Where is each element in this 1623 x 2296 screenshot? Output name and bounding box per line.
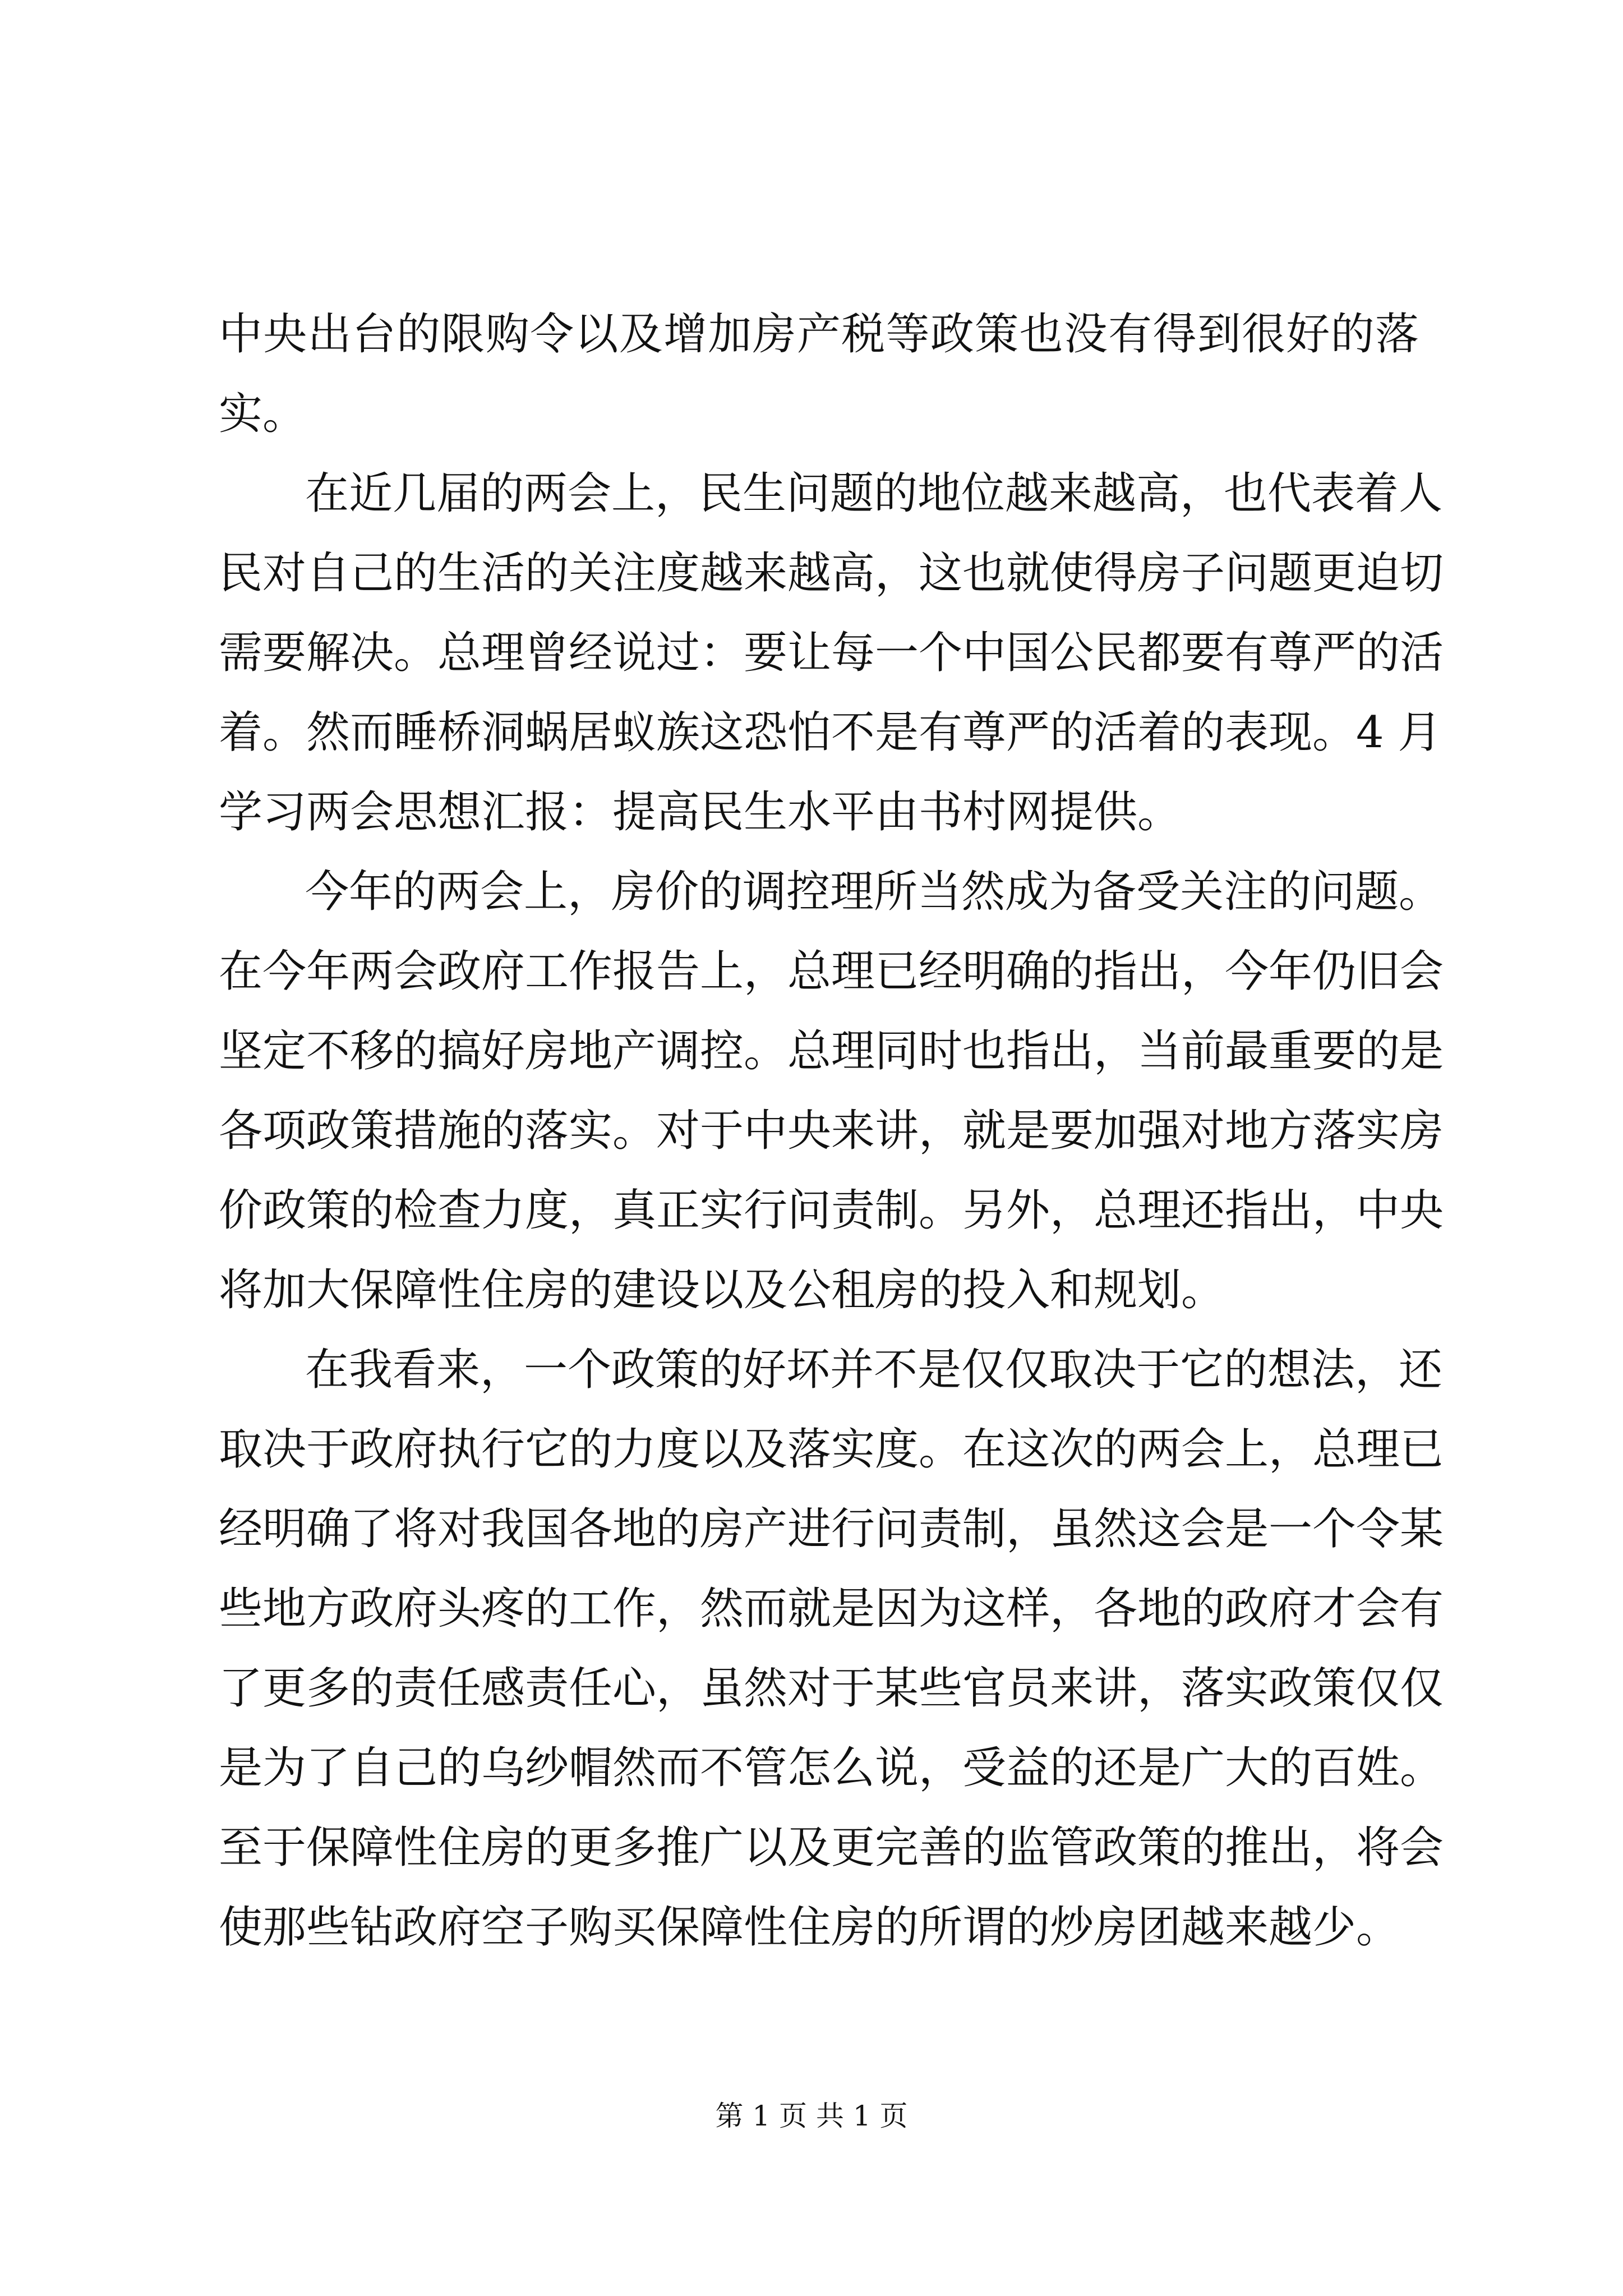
text-line: 在今年两会政府工作报告上，总理已经明确的指出，今年仍旧会 (219, 946, 1444, 997)
text-line: 经明确了将对我国各地的房产进行问责制，虽然这会是一个令某 (219, 1504, 1444, 1554)
paragraph-first-line: 今年的两会上，房价的调控理所当然成为备受关注的问题。 (305, 867, 1443, 917)
page-number-footer: 第 1 页 共 1 页 (715, 2100, 908, 2132)
text-line: 着。然而睡桥洞蜗居蚁族这恐怕不是有尊严的活着的表现。4 月 (219, 707, 1442, 758)
text-line: 了更多的责任感责任心，虽然对于某些官员来讲，落实政策仅仅 (219, 1663, 1444, 1714)
text-line: 需要解决。总理曾经说过：要让每一个中国公民都要有尊严的活 (219, 628, 1444, 678)
text-line: 至于保障性住房的更多推广以及更完善的监管政策的推出，将会 (219, 1823, 1444, 1873)
text-line: 价政策的检查力度，真正实行问责制。另外，总理还指出，中央 (219, 1185, 1444, 1236)
text-line: 取决于政府执行它的力度以及落实度。在这次的两会上，总理已 (219, 1424, 1444, 1475)
text-line: 中央出台的限购令以及增加房产税等政策也没有得到很好的落 (219, 309, 1419, 360)
text-line: 坚定不移的搞好房地产调控。总理同时也指出，当前最重要的是 (219, 1026, 1444, 1076)
body-text (219, 295, 1444, 1967)
text-line: 各项政策措施的落实。对于中央来讲，就是要加强对地方落实房 (219, 1106, 1444, 1156)
text-line: 使那些钻政府空子购买保障性住房的所谓的炒房团越来越少。 (219, 1902, 1400, 1953)
text-line: 实。 (219, 389, 307, 439)
text-line: 将加大保障性住房的建设以及公租房的投入和规划。 (219, 1265, 1225, 1315)
paragraph-first-line: 在近几届的两会上，民生问题的地位越来越高，也代表着人 (305, 468, 1443, 519)
text-line: 些地方政府头疼的工作，然而就是因为这样，各地的政府才会有 (219, 1584, 1444, 1634)
text-line: 民对自己的生活的关注度越来越高，这也就使得房子问题更迫切 (219, 548, 1444, 599)
text-line: 是为了自己的乌纱帽然而不管怎么说，受益的还是广大的百姓。 (219, 1743, 1444, 1793)
paragraph-first-line: 在我看来，一个政策的好坏并不是仅仅取决于它的想法，还 (305, 1345, 1443, 1395)
text-line: 学习两会思想汇报：提高民生水平由书村网提供。 (219, 787, 1182, 838)
